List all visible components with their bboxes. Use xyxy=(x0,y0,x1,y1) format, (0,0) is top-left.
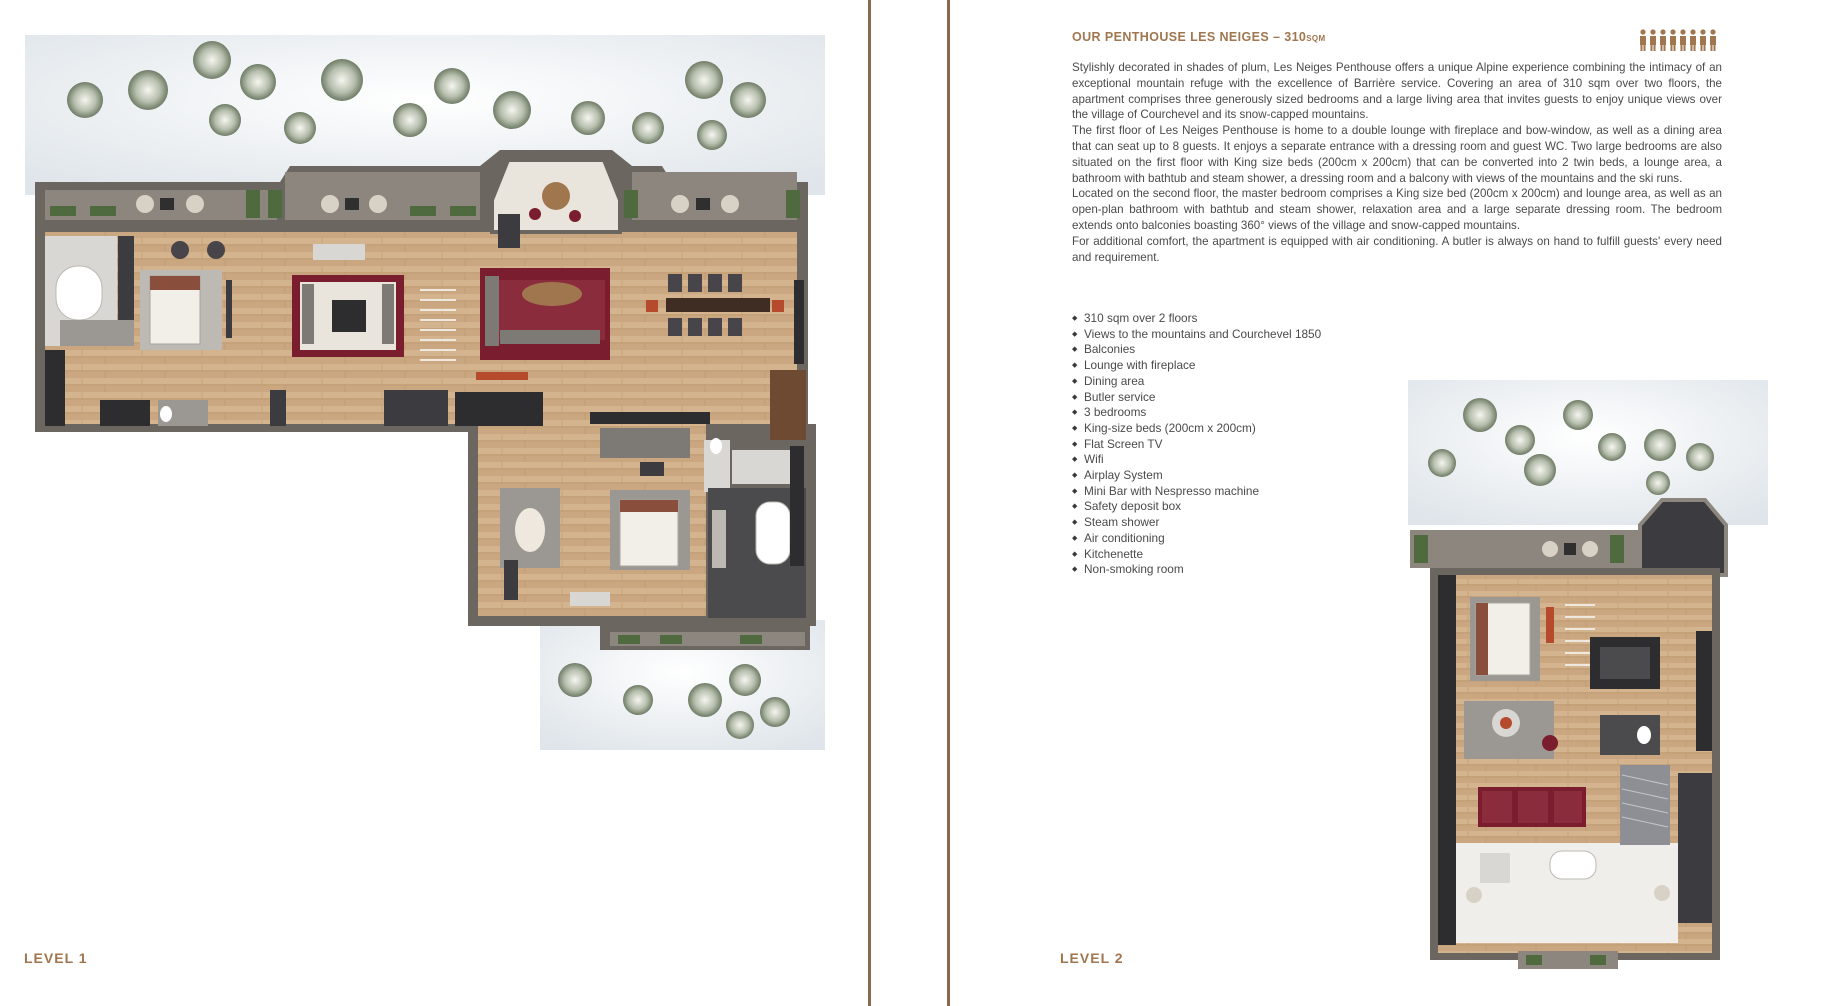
description-paragraph-2: The first floor of Les Neiges Penthouse is home to a double lounge with fireplace and bow-window, as well as a dining area that can seat up to 8 guests. It enjoys a separate entrance with a dressing room and guest WC. Two large bedrooms are also situated on the first floor with King size beds (200cm x 200cm) that can be converted into 2 twin beds, a lounge area, a bathroom with bathtub and steam shower, a dressing room and a balcony with views of the mountains and the ski runs. xyxy=(1072,124,1722,185)
title-unit: SQM xyxy=(1306,34,1326,43)
feature-item: ◆ Flat Screen TV xyxy=(1072,437,1321,453)
feature-item: ◆ Lounge with fireplace xyxy=(1072,358,1321,374)
feature-item: ◆ Non-smoking room xyxy=(1072,562,1321,578)
floor-plan-level-2 xyxy=(1400,375,1780,975)
right-page xyxy=(950,0,1826,1006)
feature-item: ◆ Butler service xyxy=(1072,390,1321,406)
floor-plan-level-1 xyxy=(0,0,868,760)
left-page xyxy=(0,0,868,1006)
feature-item: ◆ Steam shower xyxy=(1072,515,1321,531)
page-title xyxy=(1072,30,1325,44)
page-gutter xyxy=(871,0,947,1006)
feature-item: ◆ Air conditioning xyxy=(1072,531,1321,547)
description-paragraph-1: Stylishly decorated in shades of plum, Les Neiges Penthouse offers a unique Alpine experience combining the intimacy of an exceptional mountain refuge with the excellence of Barrière service. Covering an area of 310 sqm over two floors, the apartment comprises three generously sized bedrooms and a large living area that invites guests to enjoy unique views over the village of Courchevel and its snow-capped mountains. xyxy=(1072,61,1722,122)
people-icon xyxy=(1638,28,1722,52)
feature-item: ◆ Balconies xyxy=(1072,342,1321,358)
feature-item: ◆ Dining area xyxy=(1072,374,1321,390)
feature-item: ◆ Safety deposit box xyxy=(1072,499,1321,515)
features-list xyxy=(1072,311,1321,578)
description-paragraph-3: Located on the second floor, the master bedroom comprises a King size bed (200cm x 200cm) and lounge area, as well as an open-plan bathroom with bathtub and steam shower, relaxation area and a large separate dressing room. The bedroom extends onto balconies boasting 360° views of the village and snow-capped mountains. xyxy=(1072,187,1722,232)
description-paragraph-4: For additional comfort, the apartment is equipped with air conditioning. A butler is always on hand to fulfill guests' every need and requirement. xyxy=(1072,234,1722,264)
feature-item: ◆ Views to the mountains and Courchevel 1850 xyxy=(1072,327,1321,343)
title-text: OUR PENTHOUSE LES NEIGES – 310 xyxy=(1072,30,1307,44)
feature-item: ◆ King-size beds (200cm x 200cm) xyxy=(1072,421,1321,437)
title-row xyxy=(1072,28,1722,52)
feature-item: ◆ 310 sqm over 2 floors xyxy=(1072,311,1321,327)
level-2-label: LEVEL 2 xyxy=(1060,950,1124,966)
feature-item: ◆ Airplay System xyxy=(1072,468,1321,484)
level-1-label: LEVEL 1 xyxy=(24,950,88,966)
description xyxy=(1072,60,1722,265)
feature-item: ◆ Kitchenette xyxy=(1072,547,1321,563)
feature-item: ◆ 3 bedrooms xyxy=(1072,405,1321,421)
feature-item: ◆ Wifi xyxy=(1072,452,1321,468)
feature-item: ◆ Mini Bar with Nespresso machine xyxy=(1072,484,1321,500)
